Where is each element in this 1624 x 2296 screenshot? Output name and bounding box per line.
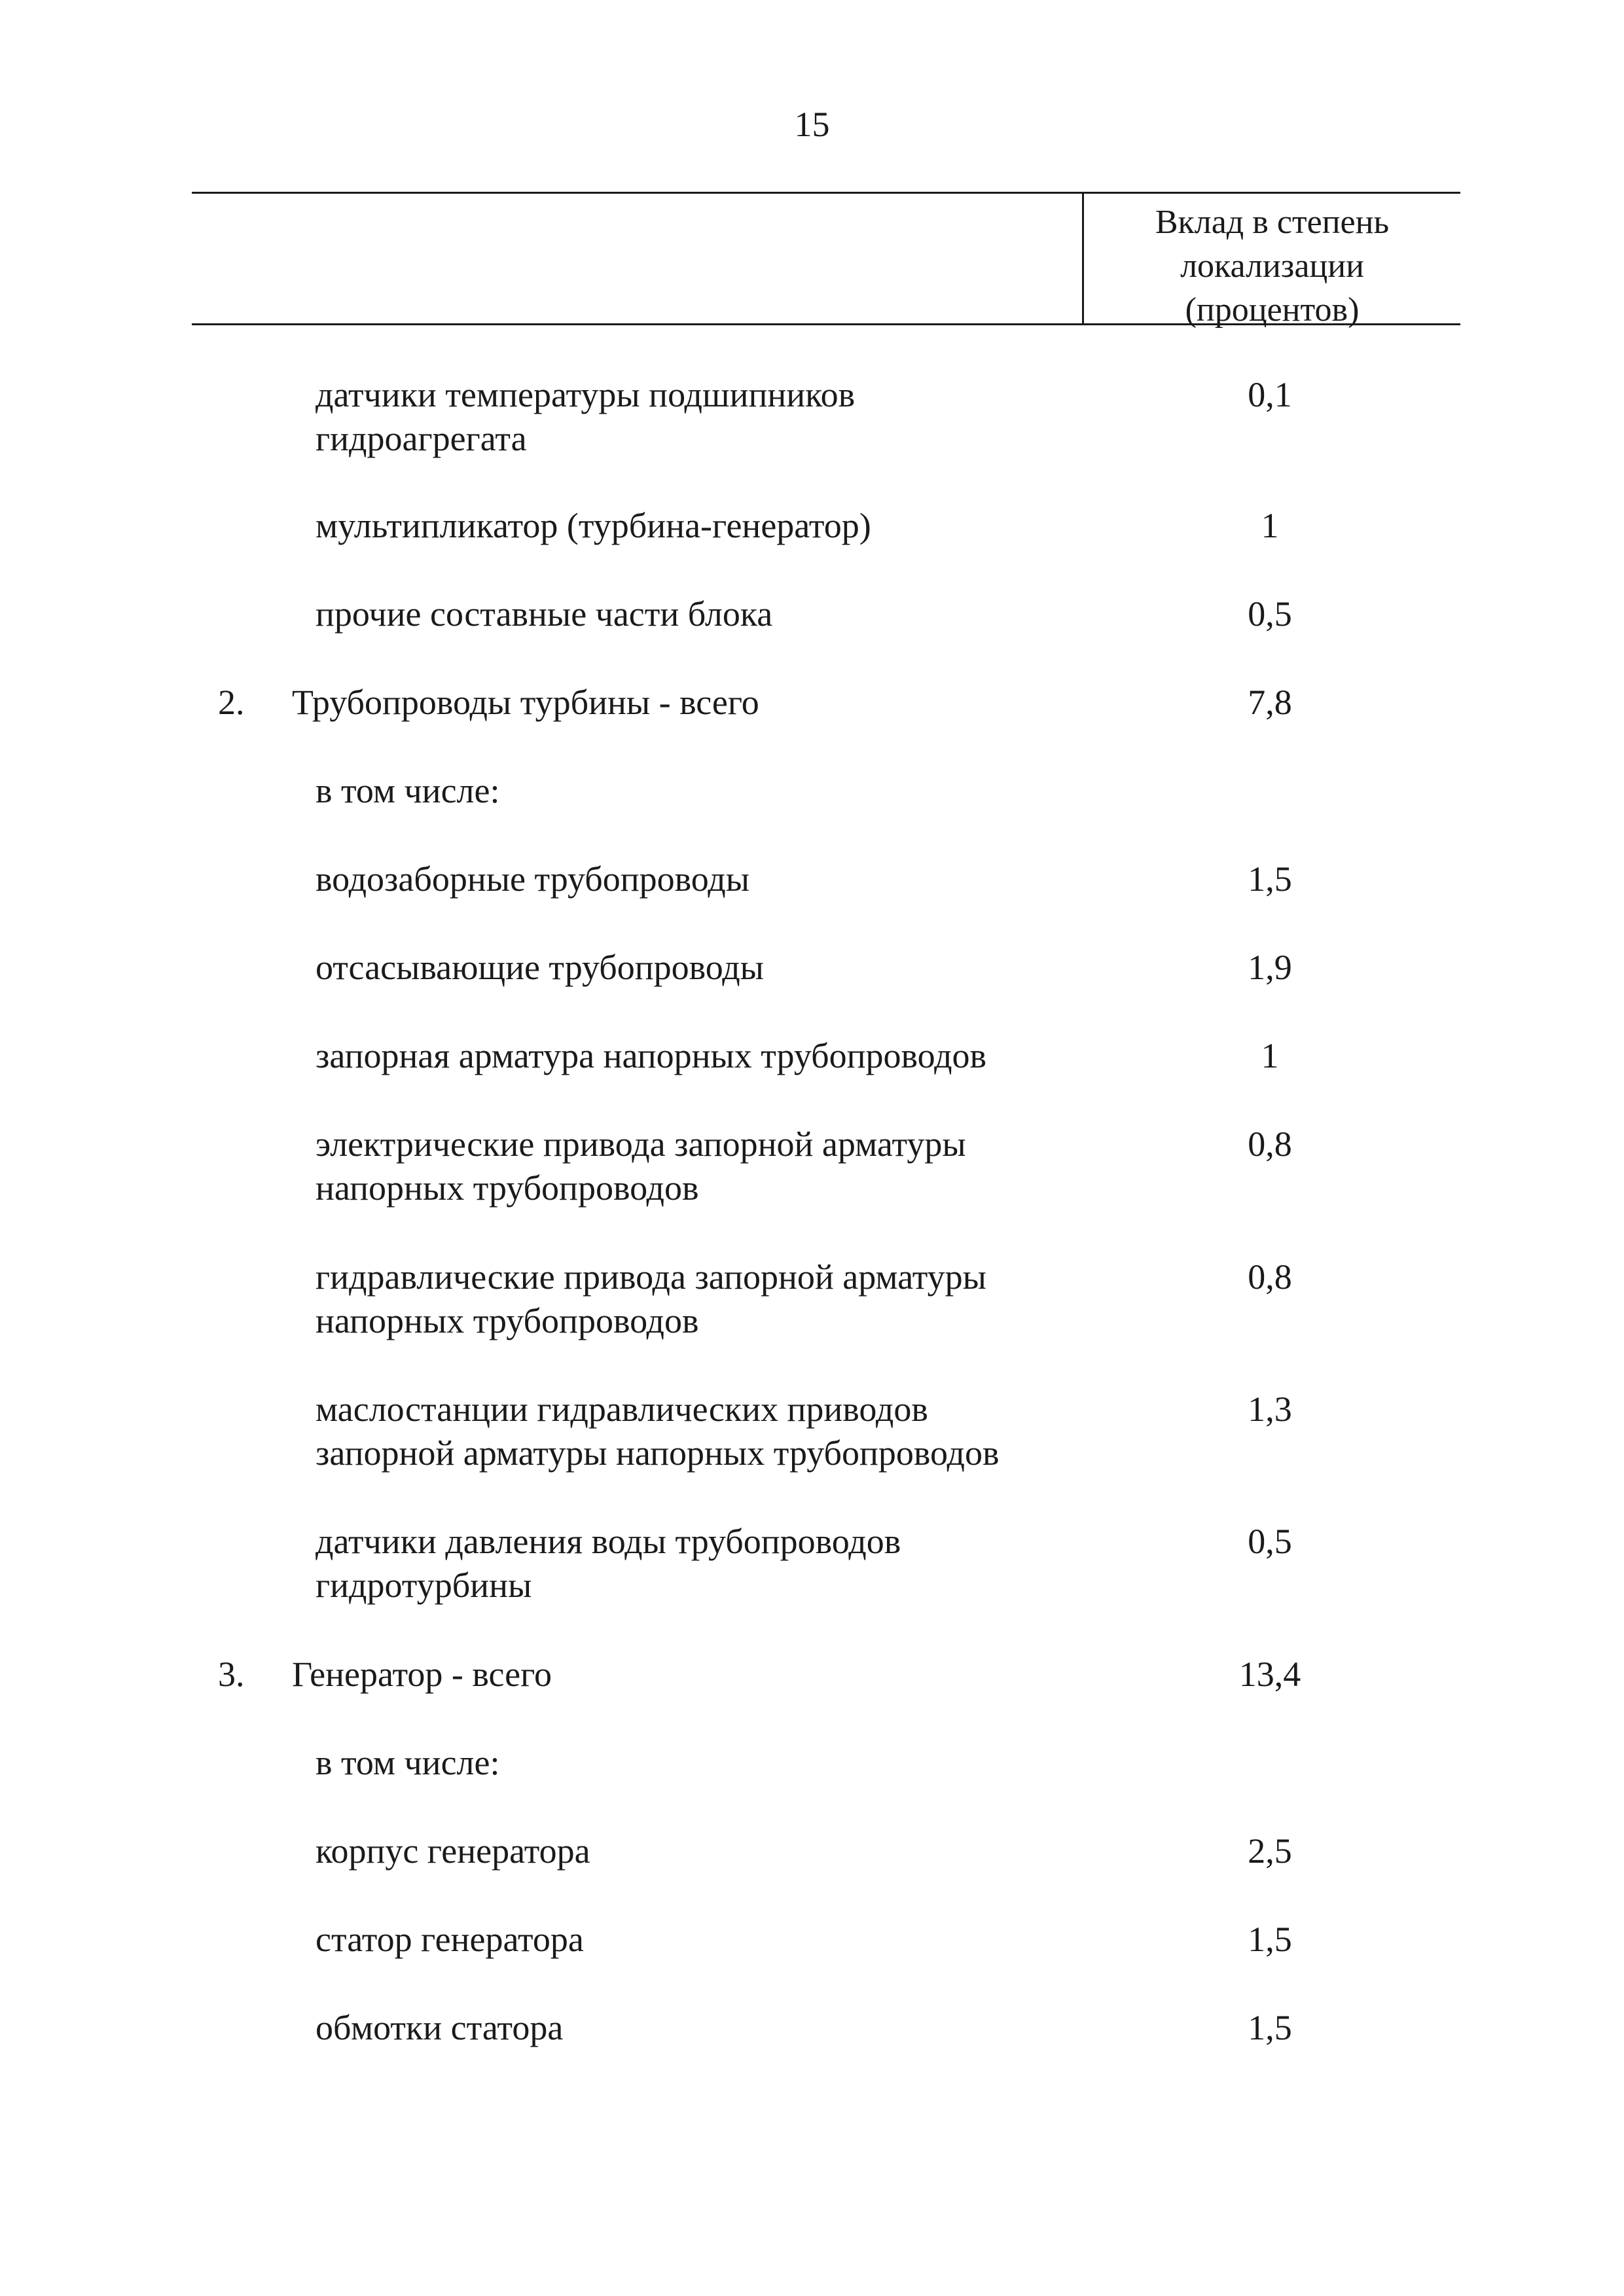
row-label: корпус генератора <box>316 1831 590 1871</box>
row-value: 1 <box>1261 1036 1279 1075</box>
row-label: отсасывающие трубопроводы <box>316 948 764 987</box>
row-label: в том числе: <box>316 771 500 810</box>
row-value: 7,8 <box>1248 683 1292 722</box>
row-number: 3. <box>218 1655 245 1694</box>
row-value: 13,4 <box>1238 1655 1301 1694</box>
row-label: Генератор - всего <box>292 1655 552 1694</box>
row-value: 1,9 <box>1248 948 1292 987</box>
row-label: статор генератора <box>316 1920 584 1959</box>
row-label: в том числе: <box>316 1743 500 1782</box>
row-label: датчики температуры подшипников гидроагрегата <box>316 375 856 458</box>
row-value: 1,3 <box>1248 1390 1292 1429</box>
row-label: запорная арматура напорных трубопроводов <box>316 1036 987 1075</box>
row-number: 2. <box>218 683 245 722</box>
row-label: датчики давления воды трубопроводов гидротурбины <box>316 1522 901 1605</box>
row-value: 1 <box>1261 506 1279 545</box>
row-value: 0,5 <box>1248 594 1292 634</box>
row-value: 0,5 <box>1248 1522 1292 1561</box>
row-value: 1,5 <box>1248 2008 1292 2047</box>
row-label: маслостанции гидравлических приводов запорной арматуры напорных трубопроводов <box>316 1390 1000 1473</box>
row-value: 1,5 <box>1248 1920 1292 1959</box>
row-label: прочие составные части блока <box>316 594 773 634</box>
row-label: обмотки статора <box>316 2008 564 2047</box>
row-value: 2,5 <box>1248 1831 1292 1871</box>
page-number: 15 <box>794 105 830 144</box>
row-label: мультипликатор (турбина-генератор) <box>316 506 871 545</box>
row-label: Трубопроводы турбины - всего <box>292 683 759 722</box>
row-label: водозаборные трубопроводы <box>316 859 750 899</box>
row-value: 0,8 <box>1248 1257 1292 1297</box>
row-label: электрические привода запорной арматуры напорных трубопроводов <box>316 1124 966 1208</box>
row-value: 1,5 <box>1248 859 1292 899</box>
row-value: 0,1 <box>1248 375 1292 414</box>
header-contribution-column: Вклад в степень локализации (процентов) <box>1155 204 1390 329</box>
row-value: 0,8 <box>1248 1124 1292 1164</box>
row-label: гидравлические привода запорной арматуры напорных трубопроводов <box>316 1257 986 1340</box>
